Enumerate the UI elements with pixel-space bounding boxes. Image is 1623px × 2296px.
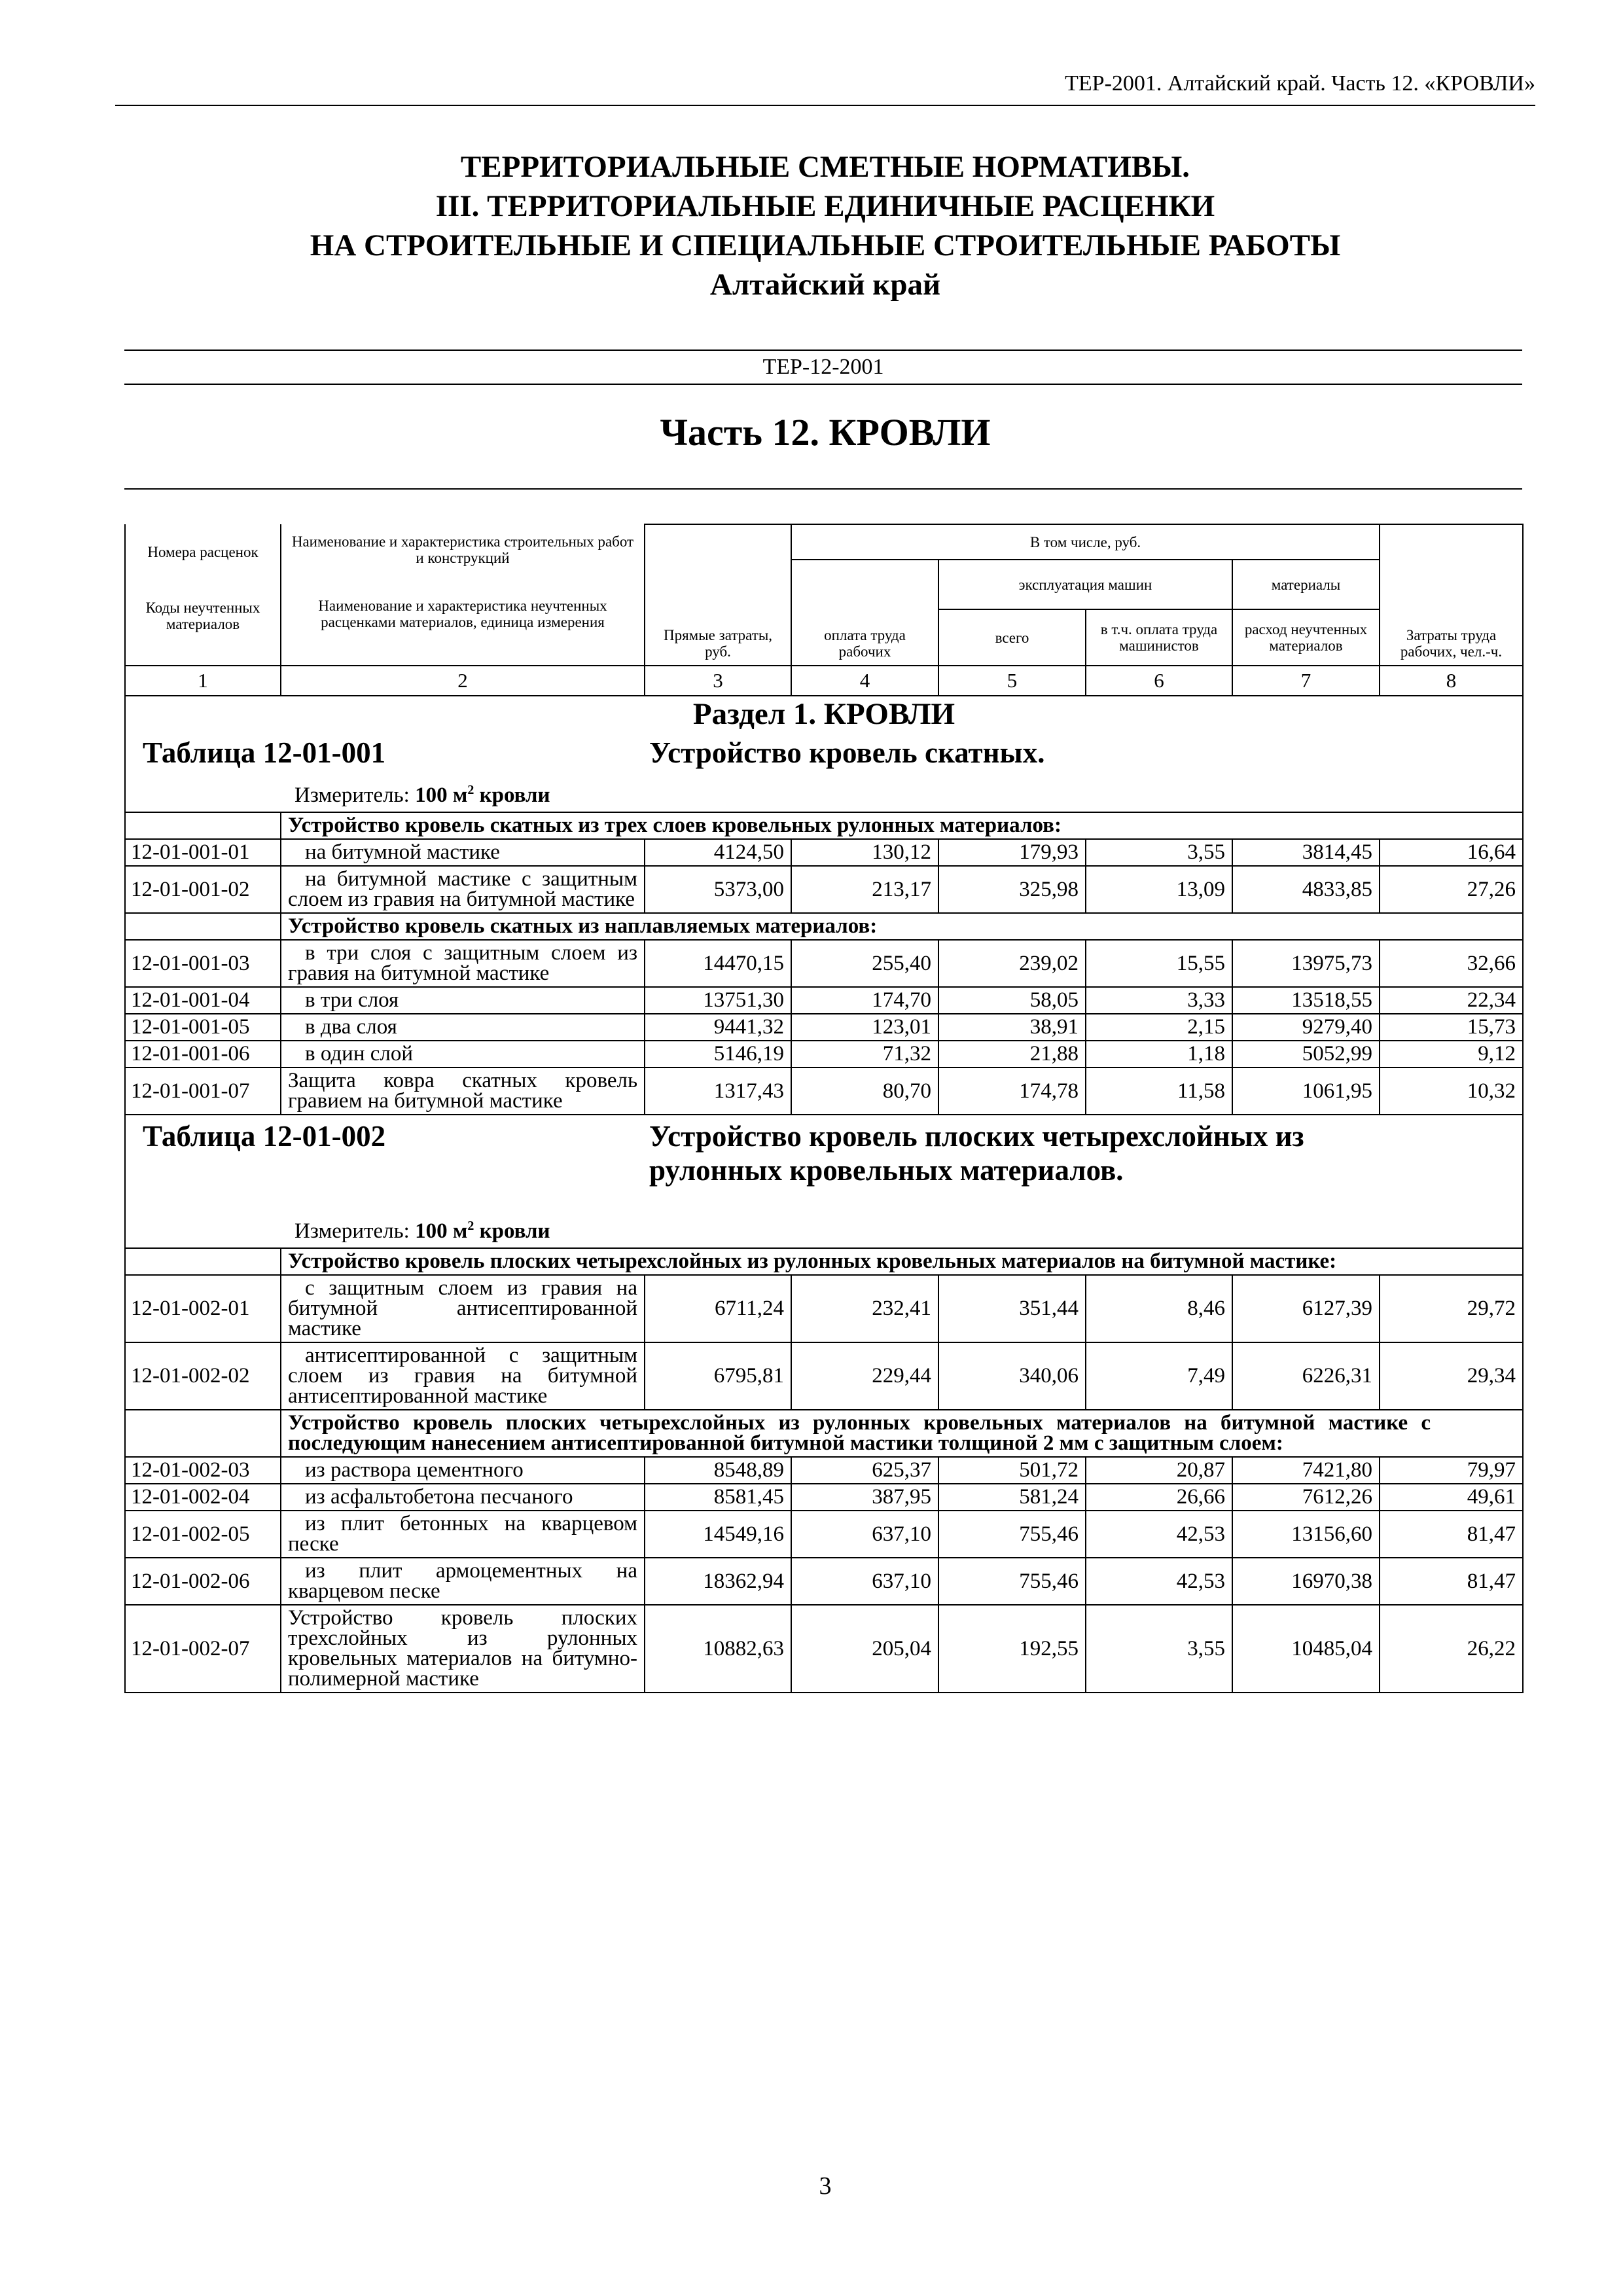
value-c5: 351,44 xyxy=(938,1275,1086,1342)
value-c5: 21,88 xyxy=(938,1041,1086,1067)
value-c7: 13975,73 xyxy=(1232,940,1380,987)
value-c8: 49,61 xyxy=(1380,1484,1523,1511)
column-number: 3 xyxy=(645,666,791,696)
table-row xyxy=(125,1457,1523,1484)
measure-sup: 2 xyxy=(467,1219,474,1233)
value-c4: 130,12 xyxy=(791,839,938,866)
table-number: Таблица 12-01-002 xyxy=(143,1120,386,1153)
rate-code: 12-01-002-01 xyxy=(125,1275,281,1342)
table-row xyxy=(125,1558,1523,1605)
measure xyxy=(294,778,550,808)
value-c6: 42,53 xyxy=(1086,1511,1232,1558)
title-line: ТЕРРИТОРИАЛЬНЫЕ СМЕТНЫЕ НОРМАТИВЫ. xyxy=(460,150,1190,184)
table-heading-block xyxy=(126,732,1522,812)
group-code-cell xyxy=(125,812,281,839)
value-c5: 58,05 xyxy=(938,987,1086,1014)
measure-tail: кровли xyxy=(474,1219,550,1243)
table-name: Устройство кровель скатных. xyxy=(649,736,1045,769)
value-c5: 325,98 xyxy=(938,866,1086,913)
value-c5: 174,78 xyxy=(938,1067,1086,1115)
group-title: Устройство кровель скатных из трех слоев кровельных рулонных материалов: xyxy=(281,812,1523,839)
value-c4: 80,70 xyxy=(791,1067,938,1115)
header-unaccounted-names xyxy=(281,533,645,666)
header-materials: материалы xyxy=(1232,560,1380,609)
work-name: из раствора цементного xyxy=(281,1457,645,1484)
value-c4: 205,04 xyxy=(791,1605,938,1693)
value-c6: 1,18 xyxy=(1086,1041,1232,1067)
work-name: в три слоя xyxy=(281,987,645,1014)
group-code-cell xyxy=(125,1410,281,1457)
table-row xyxy=(125,1484,1523,1511)
value-c6: 3,55 xyxy=(1086,839,1232,866)
work-name: из плит армоцементных на кварцевом песке xyxy=(281,1558,645,1605)
group-title: Устройство кровель плоских четырехслойных из рулонных кровельных материалов на битумной мастике: xyxy=(281,1248,1523,1275)
rate-code: 12-01-001-07 xyxy=(125,1067,281,1115)
value-c7: 7421,80 xyxy=(1232,1457,1380,1484)
document-code: ТЕР-12-2001 xyxy=(124,350,1522,385)
value-c5: 192,55 xyxy=(938,1605,1086,1693)
value-c7: 13518,55 xyxy=(1232,987,1380,1014)
document-title xyxy=(115,147,1535,304)
measure-tail: кровли xyxy=(474,783,550,807)
table-row xyxy=(125,940,1523,987)
rate-code: 12-01-001-02 xyxy=(125,866,281,913)
rate-code: 12-01-002-04 xyxy=(125,1484,281,1511)
measure-unit xyxy=(415,1219,550,1243)
measure-label: Измеритель: xyxy=(294,783,410,807)
column-number: 8 xyxy=(1380,666,1523,696)
measure xyxy=(294,1213,550,1244)
value-c8: 81,47 xyxy=(1380,1511,1523,1558)
header-unaccounted-codes xyxy=(125,544,281,666)
header-work-name: Наименование и характеристика строительных работ и конструкций xyxy=(291,533,634,566)
work-name: Устройство кровель плоских трехслойных из рулонных кровельных материалов на битумно-полимерной мастике xyxy=(281,1605,645,1693)
value-c8: 29,72 xyxy=(1380,1275,1523,1342)
table-row xyxy=(125,1605,1523,1693)
value-c7: 6127,39 xyxy=(1232,1275,1380,1342)
header-labor-pay: оплата труда рабочих xyxy=(791,560,938,666)
rate-code: 12-01-002-05 xyxy=(125,1511,281,1558)
table-row xyxy=(125,866,1523,913)
value-c8: 32,66 xyxy=(1380,940,1523,987)
value-c7: 16970,38 xyxy=(1232,1558,1380,1605)
value-c3: 8548,89 xyxy=(645,1457,791,1484)
value-c3: 8581,45 xyxy=(645,1484,791,1511)
title-region: Алтайский край xyxy=(709,268,941,302)
rate-code: 12-01-002-07 xyxy=(125,1605,281,1693)
value-c6: 3,55 xyxy=(1086,1605,1232,1693)
divider xyxy=(124,488,1522,490)
rate-code: 12-01-002-02 xyxy=(125,1342,281,1410)
value-c3: 6795,81 xyxy=(645,1342,791,1410)
value-c7: 7612,26 xyxy=(1232,1484,1380,1511)
value-c3: 10882,63 xyxy=(645,1605,791,1693)
value-c8: 27,26 xyxy=(1380,866,1523,913)
value-c6: 8,46 xyxy=(1086,1275,1232,1342)
work-name: в два слоя xyxy=(281,1014,645,1041)
header-names-label: Наименование и характеристика неучтенных расценками материалов, единица измерения xyxy=(318,598,607,630)
value-c7: 4833,85 xyxy=(1232,866,1380,913)
header-including: В том числе, руб. xyxy=(791,524,1380,560)
value-c7: 5052,99 xyxy=(1232,1041,1380,1067)
header-machine-total: всего xyxy=(938,609,1086,666)
group-code-cell xyxy=(125,1248,281,1275)
value-c8: 79,97 xyxy=(1380,1457,1523,1484)
table-row xyxy=(125,1275,1523,1342)
header-machine-operation: эксплуатация машин xyxy=(938,560,1232,609)
work-name: антисептированной с защитным слоем из гравия на битумной антисептированной мастике xyxy=(281,1342,645,1410)
measure-label: Измеритель: xyxy=(294,1219,410,1243)
value-c8: 9,12 xyxy=(1380,1041,1523,1067)
value-c6: 15,55 xyxy=(1086,940,1232,987)
table-row xyxy=(125,1014,1523,1041)
table-heading xyxy=(125,1115,1523,1248)
value-c5: 179,93 xyxy=(938,839,1086,866)
measure-value: 100 м xyxy=(415,783,468,807)
group-code-cell xyxy=(125,913,281,940)
column-number: 4 xyxy=(791,666,938,696)
rate-code: 12-01-001-05 xyxy=(125,1014,281,1041)
value-c5: 38,91 xyxy=(938,1014,1086,1041)
table-row xyxy=(125,1041,1523,1067)
rate-code: 12-01-002-03 xyxy=(125,1457,281,1484)
table-row xyxy=(125,987,1523,1014)
page-number: 3 xyxy=(819,2172,832,2200)
value-c3: 5146,19 xyxy=(645,1041,791,1067)
table-row xyxy=(125,839,1523,866)
value-c7: 1061,95 xyxy=(1232,1067,1380,1115)
value-c8: 29,34 xyxy=(1380,1342,1523,1410)
table-number: Таблица 12-01-001 xyxy=(143,736,386,769)
value-c6: 13,09 xyxy=(1086,866,1232,913)
table-heading xyxy=(125,732,1523,812)
value-c3: 4124,50 xyxy=(645,839,791,866)
value-c8: 10,32 xyxy=(1380,1067,1523,1115)
value-c4: 174,70 xyxy=(791,987,938,1014)
value-c3: 13751,30 xyxy=(645,987,791,1014)
rate-code: 12-01-001-01 xyxy=(125,839,281,866)
measure-sup: 2 xyxy=(467,783,474,797)
rate-code: 12-01-001-04 xyxy=(125,987,281,1014)
value-c4: 232,41 xyxy=(791,1275,938,1342)
rate-code: 12-01-001-03 xyxy=(125,940,281,987)
value-c4: 387,95 xyxy=(791,1484,938,1511)
column-number: 2 xyxy=(281,666,645,696)
value-c6: 42,53 xyxy=(1086,1558,1232,1605)
title-line: III. ТЕРРИТОРИАЛЬНЫЕ ЕДИНИЧНЫЕ РАСЦЕНКИ xyxy=(435,189,1215,223)
value-c7: 10485,04 xyxy=(1232,1605,1380,1693)
rate-code: 12-01-001-06 xyxy=(125,1041,281,1067)
value-c4: 71,32 xyxy=(791,1041,938,1067)
value-c6: 7,49 xyxy=(1086,1342,1232,1410)
value-c3: 9441,32 xyxy=(645,1014,791,1041)
work-name: на битумной мастике xyxy=(281,839,645,866)
value-c3: 14470,15 xyxy=(645,940,791,987)
value-c4: 637,10 xyxy=(791,1511,938,1558)
header-direct-costs: Прямые затраты, руб. xyxy=(645,524,791,666)
value-c5: 340,06 xyxy=(938,1342,1086,1410)
group-title: Устройство кровель скатных из наплавляемых материалов: xyxy=(281,913,1523,940)
work-name: на битумной мастике с защитным слоем из гравия на битумной мастике xyxy=(281,866,645,913)
table-name: Устройство кровель плоских четырехслойных из рулонных кровельных материалов. xyxy=(649,1120,1304,1187)
column-number: 5 xyxy=(938,666,1086,696)
value-c4: 213,17 xyxy=(791,866,938,913)
value-c6: 11,58 xyxy=(1086,1067,1232,1115)
running-header: ТЕР-2001. Алтайский край. Часть 12. «КРОВЛИ» xyxy=(115,71,1535,106)
measure-unit xyxy=(415,783,550,807)
value-c7: 3814,45 xyxy=(1232,839,1380,866)
value-c3: 6711,24 xyxy=(645,1275,791,1342)
work-name: в три слоя с защитным слоем из гравия на битумной мастике xyxy=(281,940,645,987)
work-name: в один слой xyxy=(281,1041,645,1067)
value-c8: 81,47 xyxy=(1380,1558,1523,1605)
header-codes-label: Коды неучтенных материалов xyxy=(145,600,260,632)
header-cell-rate-numbers xyxy=(125,524,281,609)
value-c5: 239,02 xyxy=(938,940,1086,987)
column-number: 7 xyxy=(1232,666,1380,696)
work-name: с защитным слоем из гравия на битумной антисептированной мастике xyxy=(281,1275,645,1342)
value-c3: 5373,00 xyxy=(645,866,791,913)
value-c8: 16,64 xyxy=(1380,839,1523,866)
value-c8: 22,34 xyxy=(1380,987,1523,1014)
value-c6: 20,87 xyxy=(1086,1457,1232,1484)
value-c3: 18362,94 xyxy=(645,1558,791,1605)
header-materials-unaccounted: расход неучтенных материалов xyxy=(1232,609,1380,666)
value-c8: 15,73 xyxy=(1380,1014,1523,1041)
value-c4: 229,44 xyxy=(791,1342,938,1410)
table-row xyxy=(125,1511,1523,1558)
work-name: из асфальтобетона песчаного xyxy=(281,1484,645,1511)
column-number: 1 xyxy=(125,666,281,696)
header-rate-numbers: Номера расценок xyxy=(147,544,259,560)
value-c4: 123,01 xyxy=(791,1014,938,1041)
table-row xyxy=(125,1342,1523,1410)
rates-table xyxy=(124,524,1524,1693)
value-c7: 9279,40 xyxy=(1232,1014,1380,1041)
value-c7: 13156,60 xyxy=(1232,1511,1380,1558)
section-title: Раздел 1. КРОВЛИ xyxy=(125,696,1523,732)
group-title: Устройство кровель плоских четырехслойных из рулонных кровельных материалов на битумной мастике с последующим нанесением антисептированной битумной мастики толщиной 2 мм с защитным слоем: xyxy=(281,1410,1523,1457)
table-row xyxy=(125,1067,1523,1115)
work-name: из плит бетонных на кварцевом песке xyxy=(281,1511,645,1558)
value-c4: 637,10 xyxy=(791,1558,938,1605)
value-c6: 26,66 xyxy=(1086,1484,1232,1511)
value-c6: 3,33 xyxy=(1086,987,1232,1014)
value-c6: 2,15 xyxy=(1086,1014,1232,1041)
value-c3: 14549,16 xyxy=(645,1511,791,1558)
value-c3: 1317,43 xyxy=(645,1067,791,1115)
value-c5: 581,24 xyxy=(938,1484,1086,1511)
rate-code: 12-01-002-06 xyxy=(125,1558,281,1605)
value-c8: 26,22 xyxy=(1380,1605,1523,1693)
value-c5: 501,72 xyxy=(938,1457,1086,1484)
value-c5: 755,46 xyxy=(938,1511,1086,1558)
measure-value: 100 м xyxy=(415,1219,468,1243)
column-number: 6 xyxy=(1086,666,1232,696)
header-machine-incl-pay: в т.ч. оплата труда машинистов xyxy=(1086,609,1232,666)
table-heading-block xyxy=(126,1115,1522,1247)
value-c4: 255,40 xyxy=(791,940,938,987)
header-labor-hours: Затраты труда рабочих, чел.-ч. xyxy=(1380,524,1523,666)
value-c5: 755,46 xyxy=(938,1558,1086,1605)
title-line: НА СТРОИТЕЛЬНЫЕ И СПЕЦИАЛЬНЫЕ СТРОИТЕЛЬНЫЕ РАБОТЫ xyxy=(310,228,1341,262)
value-c7: 6226,31 xyxy=(1232,1342,1380,1410)
part-title: Часть 12. КРОВЛИ xyxy=(660,411,991,454)
work-name: Защита ковра скатных кровель гравием на битумной мастике xyxy=(281,1067,645,1115)
value-c4: 625,37 xyxy=(791,1457,938,1484)
